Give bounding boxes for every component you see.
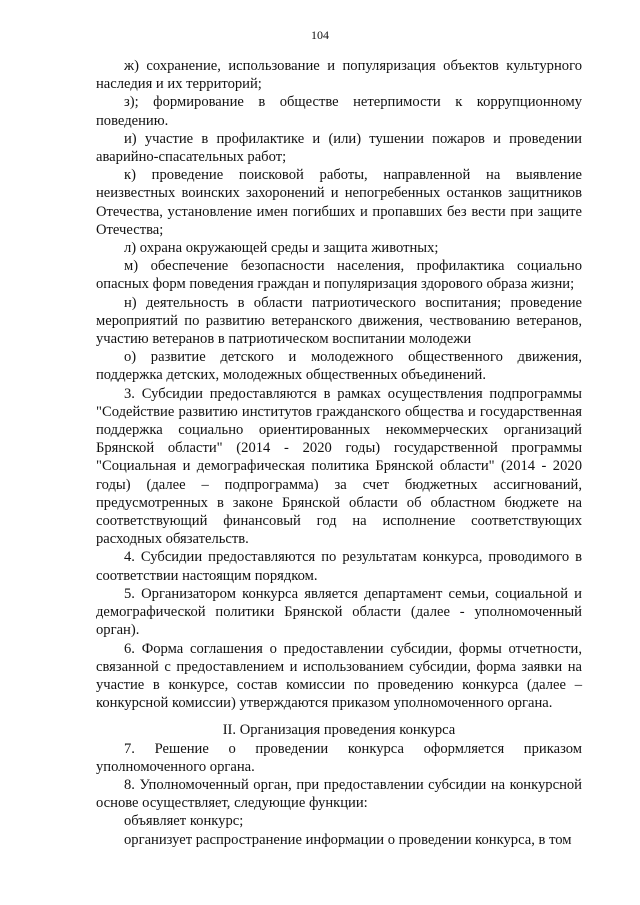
paragraph-5: 5. Организатором конкурса является департамент семьи, социальной и демографической политики Брянской области (далее - уполномоченный орган). xyxy=(96,585,582,639)
paragraph-item-l: л) охрана окружающей среды и защита животных; xyxy=(124,240,439,257)
paragraph-item-n: н) деятельность в области патриотического воспитания; проведение мероприятий по развитию ветеранского движения, чествованию ветеранов, участию ветеранов в патриотическом воспитании молодежи xyxy=(96,294,582,348)
section-heading: II. Организация проведения конкурса xyxy=(222,722,456,739)
page-number: 104 xyxy=(311,28,329,42)
paragraph-item-z: з); формирование в обществе нетерпимости к коррупционному поведению. xyxy=(96,94,582,129)
paragraph-7: 7. Решение о проведении конкурса оформляется приказом уполномоченного органа. xyxy=(96,740,582,775)
paragraph-function-distribute: организует распространение информации о проведении конкурса, в том xyxy=(124,831,572,848)
document-body xyxy=(96,57,582,849)
paragraph-item-k: к) проведение поисковой работы, направленной на выявление неизвестных воинских захоронений и непогребенных останков защитников Отечества, установление имен погибших и пропавших без вести при защите Отечества; xyxy=(96,167,582,238)
paragraph-item-i: и) участие в профилактике и (или) тушении пожаров и проведении аварийно-спасательных работ; xyxy=(96,130,582,166)
paragraph-item-o: о) развитие детского и молодежного общественного движения, поддержка детских, молодежных общественных объединений. xyxy=(96,349,582,384)
paragraph-4: 4. Субсидии предоставляются по результатам конкурса, проводимого в соответствии настоящим порядком. xyxy=(96,549,582,584)
paragraph-function-announce: объявляет конкурс; xyxy=(124,813,244,830)
paragraph-3: 3. Субсидии предоставляются в рамках осуществления подпрограммы "Содействие развитию институтов гражданского общества и государственная поддержка социально ориентированных некоммерческих организаций Брянской области" (2014 - 2020 годы) государственной программы "Социальная и демографическая политика Брянской области" (2014 - 2020 годы) (далее – подпрограмма) за счет бюджетных ассигнований, предусмотренных в законе Брянской области об областном бюджете на соответствующий финансовый год на исполнение соответствующих расходных обязательств. xyxy=(96,385,582,548)
paragraph-8: 8. Уполномоченный орган, при предоставлении субсидии на конкурсной основе осуществляет, следующие функции: xyxy=(96,776,582,812)
paragraph-item-zh: ж) сохранение, использование и популяризация объектов культурного наследия и их территорий; xyxy=(96,58,582,93)
paragraph-item-m: м) обеспечение безопасности населения, профилактика социально опасных форм поведения граждан и популяризация здорового образа жизни; xyxy=(96,258,582,293)
paragraph-6: 6. Форма соглашения о предоставлении субсидии, формы отчетности, связанной с предоставлением и использованием субсидии, форма заявки на участие в конкурсе, состав комиссии по проведению конкурса (далее – конкурсной комиссии) утверждаются приказом уполномоченного органа. xyxy=(96,640,582,712)
